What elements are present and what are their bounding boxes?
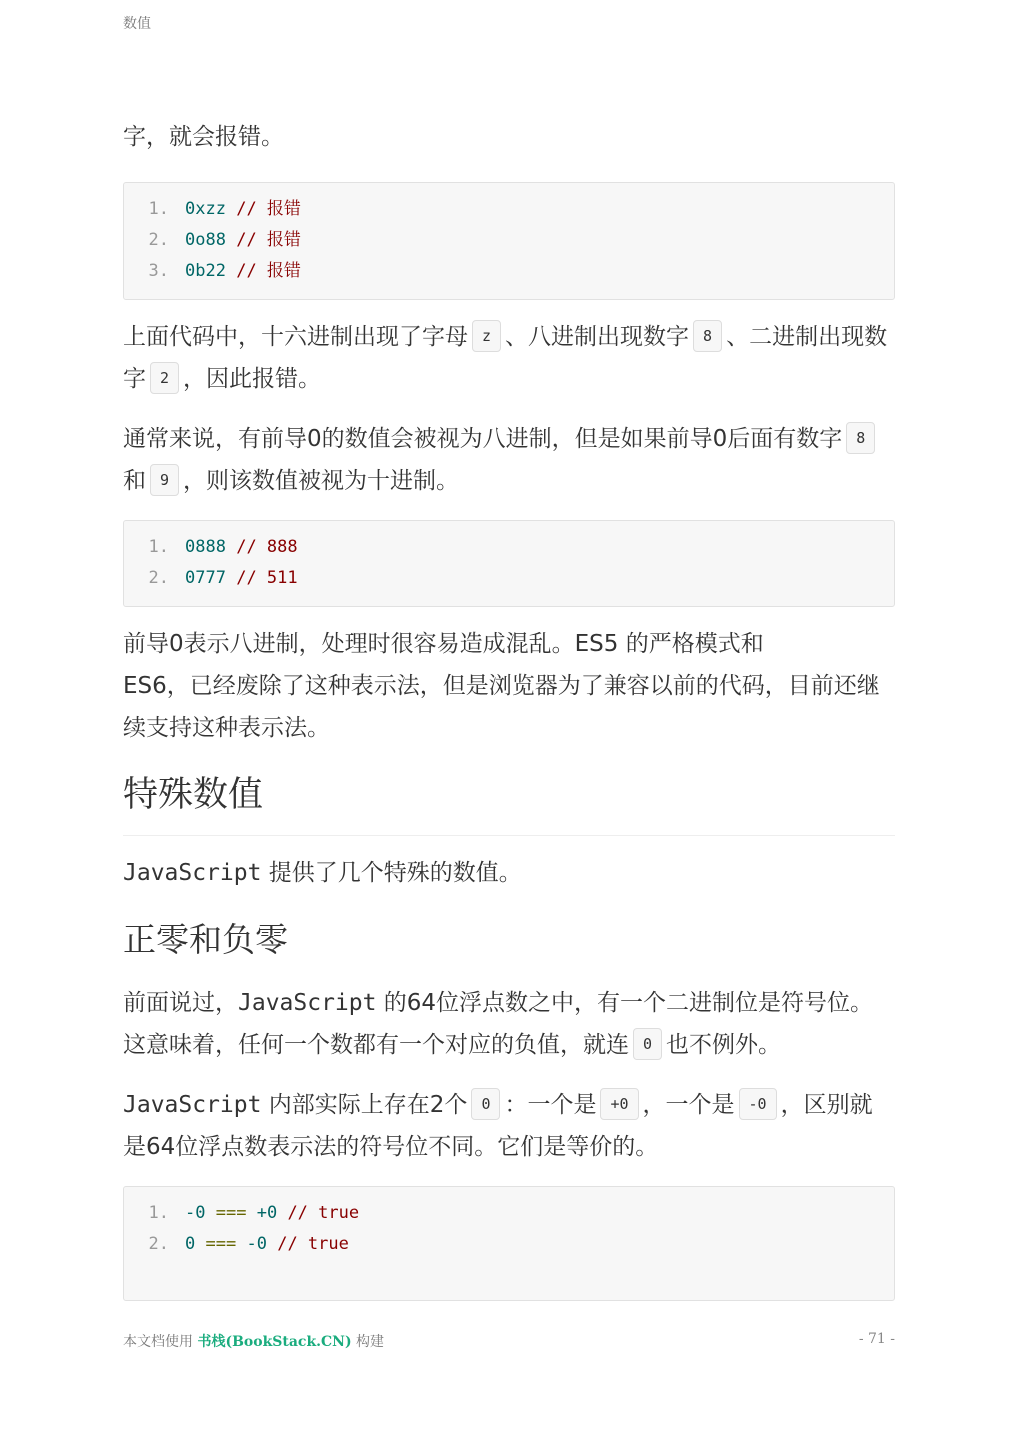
text-run: 提供了几个特殊的数值。 — [261, 860, 522, 886]
code-comment: // 报错 — [236, 230, 301, 250]
line-number: 1. — [148, 1203, 169, 1223]
code-block-zero-equality — [123, 1186, 895, 1301]
code-line — [124, 194, 894, 225]
text-run: ，则该数值被视为十进制。 — [183, 468, 460, 494]
code-number: 0 — [185, 1234, 196, 1254]
code-line — [124, 225, 894, 256]
line-number: 2. — [148, 568, 169, 588]
code-number: 0xzz — [185, 199, 226, 219]
paragraph-sign-bit — [123, 982, 895, 1066]
code-comment: // true — [277, 1234, 349, 1254]
text-run: 的64位浮点数之中，有一个二进制位是符号位。这意味着，任何一个数都有一个对应的负值，就连 — [123, 990, 874, 1058]
text-run: ：一个是 — [504, 1092, 597, 1118]
text-run: 通常来说，有前导0的数值会被视为八进制，但是如果前导0后面有数字 — [123, 426, 843, 452]
footer-prefix: 本文档使用 — [123, 1334, 198, 1350]
text-run: 也不例外。 — [666, 1032, 782, 1058]
footer-suffix: 构建 — [351, 1334, 385, 1350]
inline-code: +0 — [600, 1088, 638, 1120]
line-number: 2. — [148, 1234, 169, 1254]
bookstack-link[interactable]: 书栈(BookStack.CN) — [197, 1334, 352, 1350]
text-run: 和 — [123, 468, 146, 494]
paragraph-two-zeros — [123, 1084, 895, 1168]
code-number: 0b22 — [185, 261, 226, 281]
code-comment: // 报错 — [236, 199, 301, 219]
code-number: -0 — [246, 1234, 267, 1254]
text-run: ES6，已经废除了这种表示法，但是浏览器为了兼容以前的代码，目前还继续支持这种表示法。 — [123, 673, 880, 741]
inline-code: 9 — [150, 464, 179, 496]
code-number: 0777 — [185, 568, 226, 588]
text-run: 上面代码中，十六进制出现了字母 — [123, 324, 468, 350]
code-comment: // 888 — [236, 537, 298, 557]
code-number: 0o88 — [185, 230, 226, 250]
text-run: ，因此报错。 — [183, 366, 322, 392]
inline-code: 8 — [846, 422, 875, 454]
inline-code: 2 — [150, 362, 179, 394]
section-heading-signed-zero: 正零和负零 — [123, 920, 288, 959]
paragraph-error-explanation — [123, 316, 895, 400]
section-heading-special-values: 特殊数值 — [123, 767, 895, 836]
paragraph-special-values-intro — [123, 852, 895, 894]
inline-code: 8 — [693, 320, 722, 352]
code-operator: === — [205, 1234, 237, 1254]
inline-code: 0 — [633, 1028, 662, 1060]
code-operator: === — [215, 1203, 247, 1223]
code-comment: // true — [287, 1203, 360, 1223]
running-header: 数值 — [123, 16, 151, 32]
text-run: 、二进制出现数字 — [123, 324, 888, 392]
text-run: JavaScript — [123, 1092, 262, 1118]
code-number: +0 — [256, 1203, 278, 1223]
paragraph-octal-deprecated — [123, 623, 895, 749]
inline-code: 0 — [471, 1088, 500, 1120]
page-number: - 71 - — [858, 1331, 895, 1347]
text-run: 前面说过， — [123, 990, 238, 1016]
code-number: -0 — [185, 1203, 206, 1223]
code-number: 0888 — [185, 537, 226, 557]
code-line — [124, 532, 894, 563]
inline-code: -0 — [739, 1088, 777, 1120]
code-line — [124, 1198, 894, 1229]
code-line — [124, 1229, 894, 1260]
code-comment: // 报错 — [236, 261, 301, 281]
text-run: 前导0表示八进制，处理时很容易造成混乱。ES5 的严格模式和 — [123, 631, 764, 657]
text-run: JavaScript — [238, 990, 377, 1016]
footer-attribution — [123, 1331, 384, 1351]
code-comment: // 511 — [236, 568, 298, 588]
paragraph-leading-zero — [123, 418, 895, 502]
paragraph-error-intro: 字，就会报错。 — [123, 124, 284, 150]
text-run: 内部实际上存在2个 — [261, 1092, 468, 1118]
line-number: 3. — [148, 261, 169, 281]
line-number: 1. — [148, 537, 169, 557]
text-run: ，区别就是64位浮点数表示法的符号位不同。它们是等价的。 — [123, 1092, 873, 1160]
code-line — [124, 563, 894, 594]
text-run: JavaScript — [123, 860, 262, 886]
line-number: 1. — [148, 199, 169, 219]
code-block-leading-zero — [123, 520, 895, 607]
code-line — [124, 256, 894, 287]
page-content — [123, 116, 895, 1319]
text-run: ，一个是 — [642, 1092, 735, 1118]
code-block-invalid-literals — [123, 182, 895, 300]
line-number: 2. — [148, 230, 169, 250]
text-run: 、八进制出现数字 — [505, 324, 690, 350]
inline-code: z — [472, 320, 501, 352]
